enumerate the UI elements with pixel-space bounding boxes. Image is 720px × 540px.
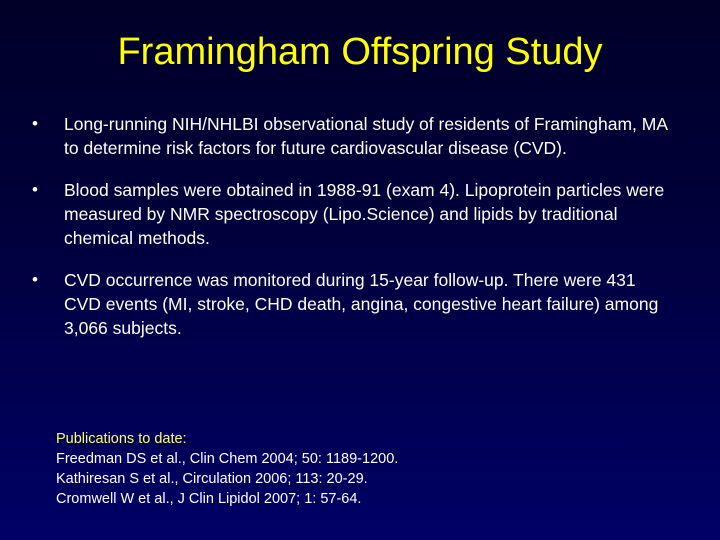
- bullet-list: [32, 112, 672, 358]
- bullet-icon: •: [32, 180, 38, 199]
- bullet-item: [32, 178, 672, 250]
- bullet-item: [32, 112, 672, 160]
- publications-heading: Publications to date:: [56, 431, 187, 447]
- bullet-text: Long-running NIH/NHLBI observational study of residents of Framingham, MA to determine risk factors for future cardiovascular disease (CVD).: [64, 114, 668, 158]
- bullet-item: [32, 268, 672, 340]
- publications-block: [56, 429, 656, 509]
- publication-ref: Cromwell W et al., J Clin Lipidol 2007; 1: 57-64.: [56, 491, 362, 507]
- bullet-icon: •: [32, 270, 38, 289]
- publication-ref: Kathiresan S et al., Circulation 2006; 113: 20-29.: [56, 471, 368, 487]
- publication-ref: Freedman DS et al., Clin Chem 2004; 50: 1189-1200.: [56, 451, 399, 467]
- slide-title: Framingham Offspring Study: [117, 31, 603, 73]
- bullet-text: CVD occurrence was monitored during 15-year follow-up. There were 431 CVD events (MI, stroke, CHD death, angina, congestive heart failure) among 3,066 subjects.: [64, 270, 659, 338]
- bullet-icon: •: [32, 114, 38, 133]
- bullet-text: Blood samples were obtained in 1988-91 (exam 4). Lipoprotein particles were measured by NMR spectroscopy (Lipo.Science) and lipids by traditional chemical methods.: [64, 180, 665, 248]
